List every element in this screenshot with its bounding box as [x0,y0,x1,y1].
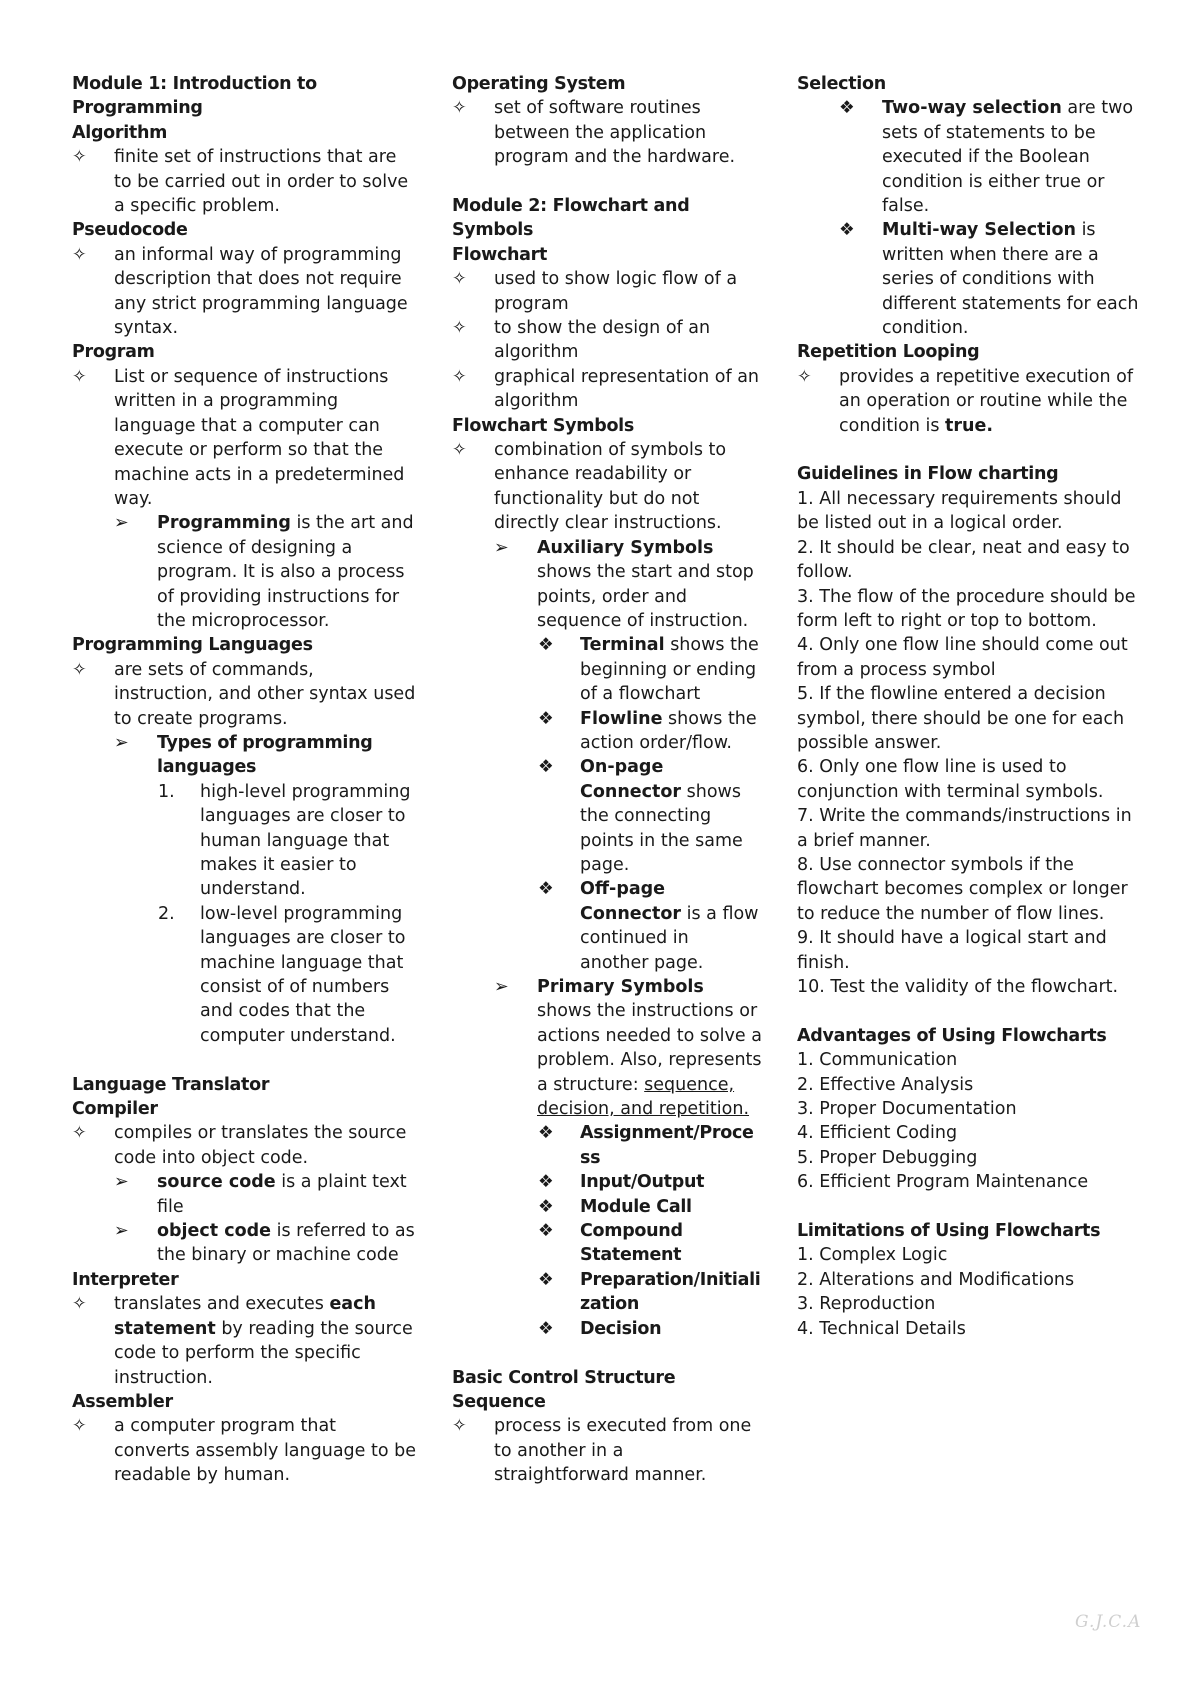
diamond-bullet-icon: ❖ [538,1269,554,1290]
star-bullet-icon: ✧ [72,659,87,680]
star-bullet-icon: ✧ [72,1294,87,1315]
flowchart-symbols-definition: ✧ combination of symbols to enhance readability or functionality but do not directly clear instructions. [452,440,727,534]
list-number: 2. [158,903,175,924]
guideline-item: 7. Write the commands/instructions in a brief manner. [797,806,1132,851]
operating-system-heading: Operating System [452,74,626,94]
module2-title: Module 2: Flowchart and Symbols [452,196,690,241]
pseudocode-heading: Pseudocode [72,220,188,241]
guidelines-heading: Guidelines in Flow charting [797,464,1059,485]
program-definition: ✧ List or sequence of instructions written in a programming language that a computer can execute or perform so that the machine acts in a predetermined way. [72,366,405,509]
auxiliary-symbols: ➢ Auxiliary Symbols shows the start and stop points, order and sequence of instruction. [494,537,754,631]
advantage-item: 2. Effective Analysis [797,1074,974,1095]
repetition-heading: Repetition Looping [797,342,980,363]
column-2 [452,72,762,1488]
arrow-bullet-icon: ➢ [114,732,129,753]
star-bullet-icon: ✧ [452,98,467,119]
arrow-bullet-icon: ➢ [114,1172,129,1193]
limitation-item: 1. Complex Logic [797,1245,948,1266]
diamond-bullet-icon: ❖ [839,98,855,119]
diamond-bullet-icon: ❖ [538,879,554,900]
primary-symbols: ➢ Primary Symbols shows the instructions or actions needed to solve a problem. Also, represents a structure: sequence, decision, and repetition. [494,977,762,1120]
limitation-item: 2. Alterations and Modifications [797,1269,1075,1290]
star-bullet-icon: ✧ [452,269,467,290]
star-bullet-icon: ✧ [452,440,467,461]
primary-symbol-item: ❖ Assignment/Process [538,1123,754,1168]
operating-system-definition: ✧ set of software routines between the application program and the hardware. [452,98,736,168]
auxiliary-symbol-item: ❖ On-page Connector shows the connecting points in the same page. [538,757,743,875]
list-number: 1. [158,781,175,802]
flowchart-heading: Flowchart [452,244,548,265]
primary-symbol-item: ❖ Preparation/Initialization [538,1269,761,1315]
star-bullet-icon: ✧ [72,147,87,168]
star-bullet-icon: ✧ [797,366,812,387]
arrow-bullet-icon: ➢ [114,513,129,534]
flowchart-item: ✧ to show the design of an algorithm [452,318,711,363]
assembler-heading: Assembler [72,1391,173,1412]
interpreter-heading: Interpreter [72,1269,179,1290]
guideline-item: 6. Only one flow line is used to conjunction with terminal symbols. [797,757,1104,802]
star-bullet-icon: ✧ [72,1416,87,1437]
sequence-definition: ✧ process is executed from one to another in a straightforward manner. [452,1416,752,1486]
auxiliary-symbol-item: ❖ Terminal shows the beginning or ending of a flowchart [538,635,759,705]
diamond-bullet-icon: ❖ [538,1196,554,1217]
selection-item: ❖ Two-way selection are two sets of statements to be executed if the Boolean condition is either true or false. [839,98,1134,217]
diamond-bullet-icon: ❖ [839,220,855,241]
watermark: G.J.C.A [1075,1612,1142,1632]
interpreter-definition: ✧ translates and executes each statement by reading the source code to perform the specific instruction. [72,1294,413,1388]
diamond-bullet-icon: ❖ [538,635,554,656]
selection-item: ❖ Multi-way Selection is written when there are a series of conditions with different statements for each condition. [839,220,1139,339]
diamond-bullet-icon: ❖ [538,1318,554,1339]
primary-symbol-item: ❖ Module Call [452,1195,762,1219]
algorithm-heading: Algorithm [72,122,168,143]
guideline-item: 4. Only one flow line should come out from a process symbol [797,635,1128,680]
column-3 [797,72,1145,1341]
column-1 [72,72,417,1488]
programming-languages-heading: Programming Languages [72,635,313,656]
flowchart-symbols-heading: Flowchart Symbols [452,415,634,436]
language-translator-heading: Language Translator [72,1074,270,1095]
arrow-bullet-icon: ➢ [494,977,509,998]
star-bullet-icon: ✧ [72,244,87,265]
advantage-item: 1. Communication [797,1050,958,1071]
programming-languages-definition: ✧ are sets of commands, instruction, and other syntax used to create programs. [72,659,416,729]
primary-symbol-item: ❖ Decision [452,1317,762,1341]
guideline-item: 8. Use connector symbols if the flowchart becomes complex or longer to reduce the number of flow lines. [797,854,1128,924]
auxiliary-symbol-item: ❖ Flowline shows the action order/flow. [538,708,757,753]
star-bullet-icon: ✧ [72,1123,87,1144]
pseudocode-definition: ✧ an informal way of programming description that does not require any strict programming language syntax. [72,244,408,339]
advantage-item: 4. Efficient Coding [797,1123,958,1144]
compiler-heading: Compiler [72,1099,158,1120]
object-code-definition: ➢ object code is referred to as the binary or machine code [114,1221,415,1266]
advantage-item: 6. Efficient Program Maintenance [797,1172,1089,1193]
limitations-heading: Limitations of Using Flowcharts [797,1221,1101,1242]
star-bullet-icon: ✧ [452,1416,467,1437]
compiler-definition: ✧ compiles or translates the source code into object code. [72,1123,407,1168]
basic-control-structure-heading: Basic Control Structure [452,1367,676,1388]
diamond-bullet-icon: ❖ [538,1221,554,1242]
star-bullet-icon: ✧ [452,318,467,339]
guideline-item: 2. It should be clear, neat and easy to follow. [797,537,1130,583]
limitation-item: 4. Technical Details [797,1318,966,1339]
module1-title: Module 1: Introduction to Programming [72,74,317,119]
language-type-item: 1. high-level programming languages are closer to human language that makes it easier to understand. [158,781,411,900]
advantage-item: 3. Proper Documentation [797,1099,1017,1120]
star-bullet-icon: ✧ [452,366,467,387]
diamond-bullet-icon: ❖ [538,1123,554,1144]
diamond-bullet-icon: ❖ [538,1172,554,1193]
star-bullet-icon: ✧ [72,366,87,387]
types-of-languages-heading: ➢ Types of programming languages [114,732,373,778]
arrow-bullet-icon: ➢ [114,1221,129,1242]
sequence-heading: Sequence [452,1391,546,1412]
limitation-item: 3. Reproduction [797,1294,936,1315]
guideline-item: 1. All necessary requirements should be listed out in a logical order. [797,488,1122,534]
assembler-definition: ✧ a computer program that converts assembly language to be readable by human. [72,1416,416,1486]
diamond-bullet-icon: ❖ [538,757,554,778]
advantages-heading: Advantages of Using Flowcharts [797,1025,1107,1046]
guideline-item: 10. Test the validity of the flowchart. [797,977,1119,998]
language-type-item: 2. low-level programming languages are closer to machine language that consist of of numbers and codes that the computer understand. [158,903,406,1046]
programming-definition: ➢ Programming is the art and science of designing a program. It is also a process of providing instructions for the microprocessor. [114,513,414,631]
auxiliary-symbol-item: ❖ Off-page Connector is a flow continued in another page. [538,879,759,973]
guideline-item: 9. It should have a logical start and finish. [797,928,1107,973]
guideline-item: 5. If the flowline entered a decision symbol, there should be one for each possible answer. [797,684,1125,753]
diamond-bullet-icon: ❖ [538,708,554,729]
guideline-item: 3. The flow of the procedure should be form left to right or top to bottom. [797,586,1136,631]
algorithm-definition: ✧ finite set of instructions that are to be carried out in order to solve a specific problem. [72,147,409,217]
arrow-bullet-icon: ➢ [494,537,509,558]
advantage-item: 5. Proper Debugging [797,1147,978,1168]
program-heading: Program [72,342,155,363]
source-code-definition: ➢ source code is a plaint text file [114,1172,407,1217]
flowchart-item: ✧ used to show logic flow of a program [452,269,738,314]
primary-symbol-item: ❖ Compound Statement [538,1221,683,1266]
repetition-definition: ✧ provides a repetitive execution of an operation or routine while the condition is true. [797,366,1133,436]
flowchart-item: ✧ graphical representation of an algorithm [452,366,760,412]
primary-symbol-item: ❖ Input/Output [452,1170,762,1194]
selection-heading: Selection [797,74,886,94]
